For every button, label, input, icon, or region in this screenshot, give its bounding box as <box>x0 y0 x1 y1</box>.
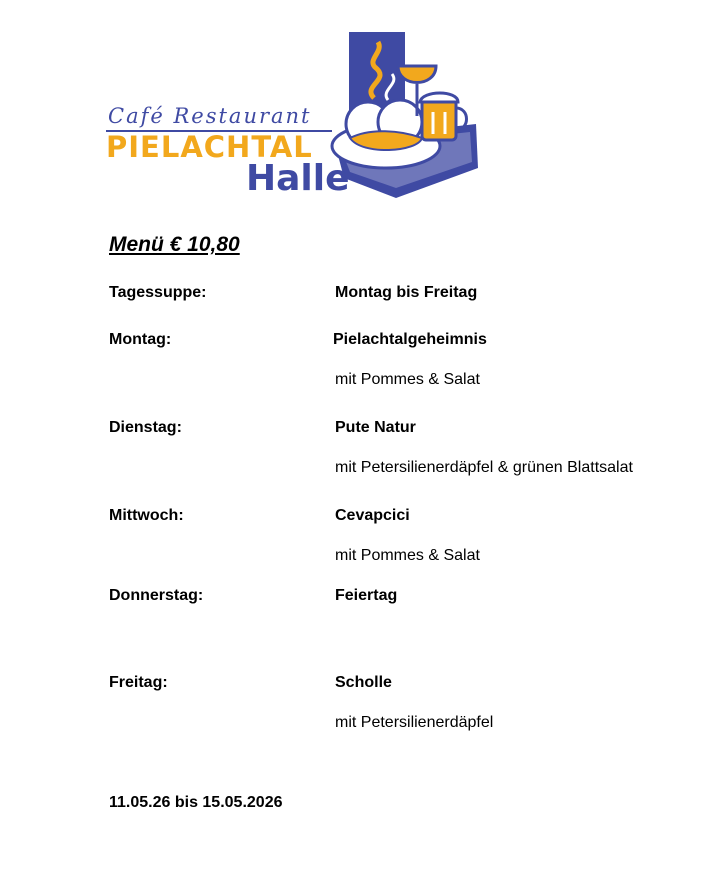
dish-side: mit Petersilienerdäpfel & grünen Blattsalat <box>335 459 633 476</box>
brand-name: PIELACHTAL <box>106 130 313 164</box>
dish-name: Feiertag <box>335 587 398 604</box>
dish-side: mit Pommes & Salat <box>335 371 480 388</box>
day-label: Freitag: <box>109 674 168 691</box>
brand-tagline: Café Restaurant <box>108 104 312 128</box>
soup-label: Tagessuppe: <box>109 284 207 301</box>
dish-name: Pute Natur <box>335 419 416 436</box>
dish-side: mit Petersilienerdäpfel <box>335 714 494 731</box>
day-label: Mittwoch: <box>109 507 184 524</box>
day-label: Montag: <box>109 331 172 348</box>
dish-name: Scholle <box>335 674 392 691</box>
menu-title: Menü € 10,80 <box>109 233 240 256</box>
restaurant-logo <box>100 28 490 204</box>
day-label: Dienstag: <box>109 419 182 436</box>
day-label: Donnerstag: <box>109 587 204 604</box>
menu-period: 11.05.26 bis 15.05.2026 <box>109 794 283 811</box>
dish-name: Pielachtalgeheimnis <box>333 331 487 348</box>
dish-side: mit Pommes & Salat <box>335 547 480 564</box>
dish-name: Cevapcici <box>335 507 410 524</box>
brand-subname: Halle <box>246 158 350 199</box>
soup-value: Montag bis Freitag <box>335 284 478 301</box>
